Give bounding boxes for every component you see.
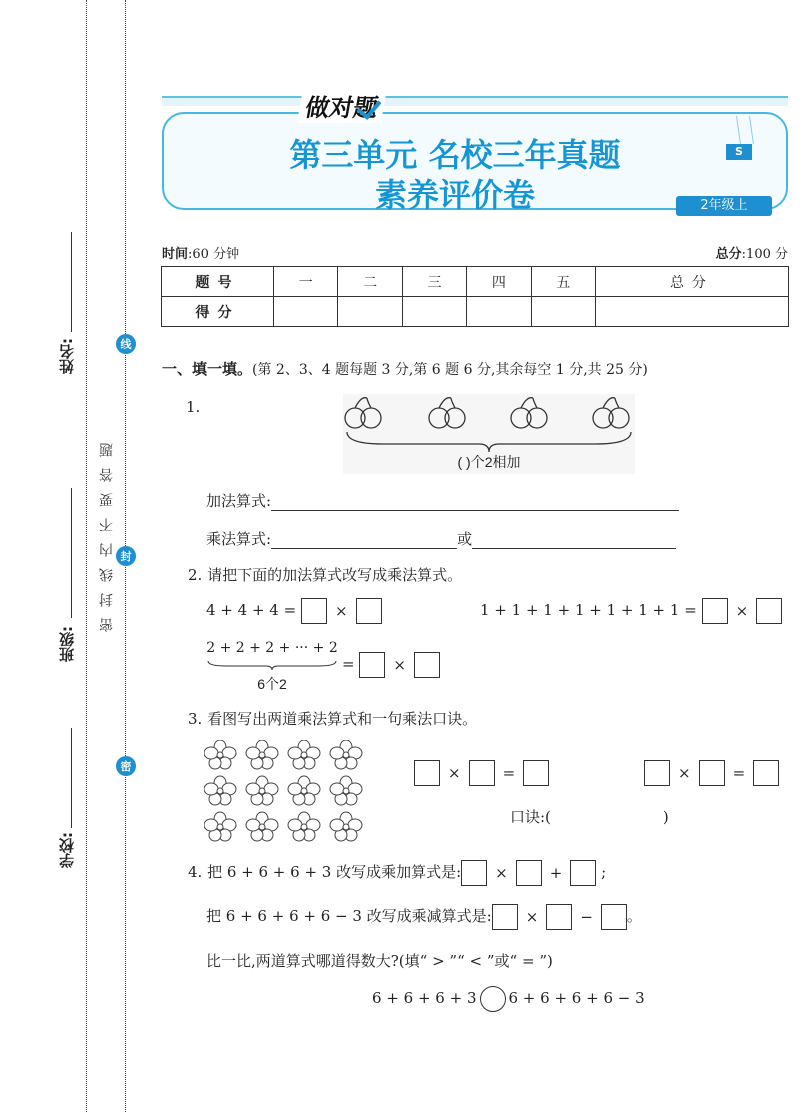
underbrace-icon bbox=[206, 660, 338, 670]
flower-icons bbox=[204, 740, 368, 844]
cherry-icon bbox=[511, 398, 547, 428]
time-info: 时间:60 分钟 bbox=[162, 247, 240, 262]
q1-number: 1. bbox=[186, 398, 201, 416]
header-cell: 四 bbox=[467, 267, 531, 297]
table-row bbox=[162, 267, 789, 297]
total-score-info: 总分:100 分 bbox=[715, 247, 788, 262]
seal-mi-circle: 密 bbox=[116, 756, 136, 776]
flower-icon bbox=[330, 776, 362, 805]
answer-box[interactable] bbox=[702, 598, 728, 624]
page-subtitle: 素养评价卷 bbox=[374, 176, 535, 214]
table-row bbox=[162, 297, 789, 327]
q2-expr3: 2 + 2 + 2 + ··· + 2 6个2 bbox=[206, 640, 338, 692]
flower-icon bbox=[246, 740, 278, 769]
school-blank[interactable] bbox=[71, 728, 72, 828]
multiplication-answer-line-1[interactable] bbox=[271, 533, 457, 549]
score-table bbox=[161, 266, 789, 327]
header-cell: 总分 bbox=[595, 267, 788, 297]
answer-box[interactable] bbox=[601, 904, 627, 930]
q3-question: 3. 看图写出两道乘法算式和一句乘法口诀。 bbox=[188, 710, 478, 728]
score-cell[interactable] bbox=[402, 297, 466, 327]
cherry-icon bbox=[593, 398, 629, 428]
q4-line2: 把 6 + 6 + 6 + 6 − 3 改写成乘减算式是: × − 。 bbox=[206, 904, 642, 930]
addition-answer-line[interactable] bbox=[271, 495, 679, 511]
answer-box[interactable] bbox=[461, 860, 487, 886]
answer-box[interactable] bbox=[414, 760, 440, 786]
name-label: 姓名: bbox=[58, 338, 76, 374]
answer-box[interactable] bbox=[469, 760, 495, 786]
page-title: 第三单元 名校三年真题 bbox=[289, 136, 621, 174]
flower-grid bbox=[204, 740, 368, 848]
answer-box[interactable] bbox=[301, 598, 327, 624]
score-cell[interactable] bbox=[467, 297, 531, 327]
class-blank[interactable] bbox=[71, 488, 72, 618]
q2-question: 2. 请把下面的加法算式改写成乘法算式。 bbox=[188, 566, 463, 584]
answer-box[interactable] bbox=[359, 652, 385, 678]
q2-expr2: 1 + 1 + 1 + 1 + 1 + 1 + 1 = × bbox=[480, 598, 782, 624]
tag-icon: S bbox=[726, 144, 752, 160]
grade-badge: 2年级上 bbox=[676, 196, 772, 216]
seal-feng-circle: 封 bbox=[116, 546, 136, 566]
section-title: 一、填一填。(第 2、3、4 题每题 3 分,第 6 题 6 分,其余每空 1 分,共 25 分) bbox=[162, 360, 648, 378]
q3-koujue: 口诀:( ) bbox=[510, 808, 669, 826]
flower-icon bbox=[330, 812, 362, 841]
seal-xian-circle: 线 bbox=[116, 334, 136, 354]
q4-compare: 6 + 6 + 6 + 3 6 + 6 + 6 + 6 − 3 bbox=[372, 986, 645, 1012]
q3-equation1: × = bbox=[414, 760, 549, 786]
score-cell[interactable] bbox=[338, 297, 402, 327]
answer-box[interactable] bbox=[644, 760, 670, 786]
answer-box[interactable] bbox=[414, 652, 440, 678]
header-cell: 五 bbox=[531, 267, 595, 297]
banner-top-strip bbox=[162, 96, 788, 106]
header-cell: 题号 bbox=[162, 267, 274, 297]
header-cell: 一 bbox=[274, 267, 338, 297]
q4-line1: 4. 把 6 + 6 + 6 + 3 改写成乘加算式是: × + ; bbox=[188, 860, 606, 886]
answer-box[interactable] bbox=[492, 904, 518, 930]
flower-icon bbox=[204, 740, 236, 769]
score-cell[interactable] bbox=[595, 297, 788, 327]
flower-icon bbox=[204, 776, 236, 805]
answer-box[interactable] bbox=[546, 904, 572, 930]
q1-multiplication-row: 乘法算式: 或 bbox=[206, 528, 676, 549]
flower-icon bbox=[288, 740, 320, 769]
flower-icon bbox=[288, 812, 320, 841]
multiplication-answer-line-2[interactable] bbox=[472, 533, 676, 549]
brace-caption: ( )个2相加 bbox=[457, 454, 521, 470]
answer-box[interactable] bbox=[356, 598, 382, 624]
school-label: 学校: bbox=[58, 832, 76, 868]
score-label-cell: 得分 bbox=[162, 297, 274, 327]
q2-expr3-answer: = × bbox=[342, 652, 440, 678]
q1-addition-row: 加法算式: bbox=[206, 490, 679, 511]
answer-box[interactable] bbox=[523, 760, 549, 786]
compare-circle[interactable] bbox=[480, 986, 506, 1012]
seal-notice: 密封线内不要答题 bbox=[99, 432, 115, 632]
q3-equation2: × = bbox=[644, 760, 779, 786]
q4-line3: 比一比,两道算式哪道得数大?(填“ > ”“ < ”或“ = ”) bbox=[206, 952, 553, 970]
score-cell[interactable] bbox=[531, 297, 595, 327]
answer-box[interactable] bbox=[570, 860, 596, 886]
answer-box[interactable] bbox=[516, 860, 542, 886]
answer-box[interactable] bbox=[756, 598, 782, 624]
answer-box[interactable] bbox=[753, 760, 779, 786]
class-label: 班级: bbox=[58, 626, 76, 662]
brace-icon bbox=[347, 432, 631, 452]
name-blank[interactable] bbox=[71, 232, 72, 332]
header-cell: 二 bbox=[338, 267, 402, 297]
flower-icon bbox=[246, 812, 278, 841]
flower-icon bbox=[288, 776, 320, 805]
score-cell[interactable] bbox=[274, 297, 338, 327]
answer-box[interactable] bbox=[699, 760, 725, 786]
q2-expr1: 4 + 4 + 4 = × bbox=[206, 598, 382, 624]
cherry-icon bbox=[345, 398, 381, 428]
cherry-icon bbox=[429, 398, 465, 428]
flower-icon bbox=[204, 812, 236, 841]
header-cell: 三 bbox=[402, 267, 466, 297]
flower-icon bbox=[330, 740, 362, 769]
flower-icon bbox=[246, 776, 278, 805]
brand-logo: 做对题 bbox=[297, 88, 387, 123]
